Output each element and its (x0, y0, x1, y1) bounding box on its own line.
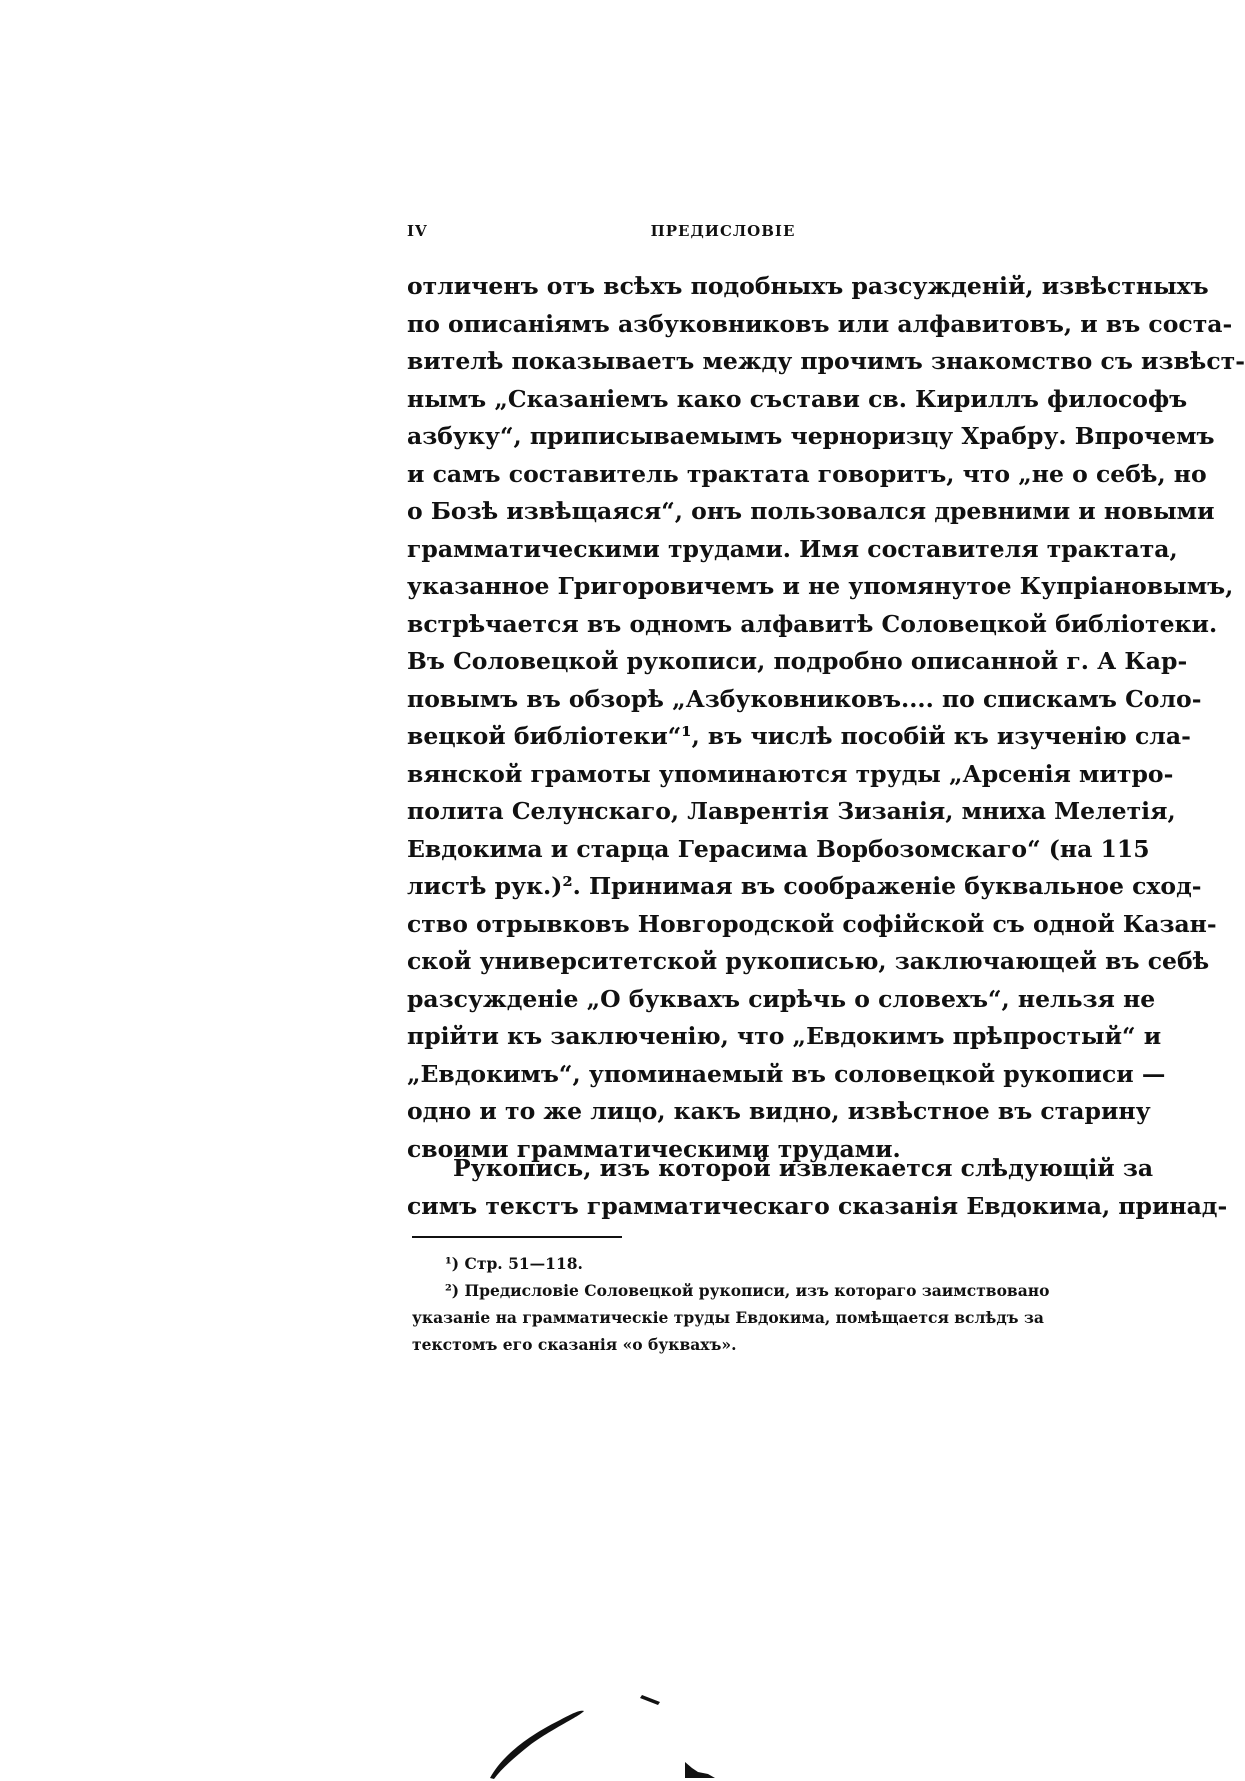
text-line: прійти къ заключенію, что „Евдокимъ прѣпростый“ и (407, 1022, 1162, 1050)
text-line: и самъ составитель трактата говоритъ, что „не о себѣ, но (407, 459, 1207, 488)
ink-blot-mark (685, 1762, 715, 1778)
scan-marks (480, 1690, 740, 1781)
ink-tick-mark (640, 1695, 660, 1705)
text-line: отличенъ отъ всѣхъ подобныхъ разсужденій, извѣстныхъ (407, 272, 1209, 300)
running-head (407, 222, 1035, 246)
footnote-2: ²) Предисловіе Соловецкой рукописи, изъ котораго заимствовано (445, 1281, 1050, 1300)
footnotes (412, 1250, 1050, 1358)
text-line: о Бозѣ извѣщаяся“, онъ пользовался древними и новыми (407, 497, 1215, 525)
ink-stroke-mark (490, 1711, 584, 1779)
text-line: ство отрывковъ Новгородской софійской съ одной Казан- (407, 909, 1217, 938)
text-line: вителѣ показываетъ между прочимъ знакомство съ извѣст- (407, 347, 1245, 375)
footnote-1: ¹) Стр. 51—118. (445, 1254, 583, 1273)
footnote-2-continuation: указаніе на грамматическіе труды Евдокима, помѣщается вслѣдъ за (412, 1308, 1044, 1327)
text-line: „Евдокимъ“, упоминаемый въ соловецкой рукописи — (407, 1059, 1166, 1088)
footnote-2-continuation: текстомъ его сказанія «о буквахъ». (412, 1335, 737, 1354)
running-title: ПРЕДИСЛОВІЕ (650, 222, 796, 240)
text-line: азбуку“, приписываемымъ черноризцу Храбру. Впрочемъ (407, 422, 1215, 450)
text-line: одно и то же лицо, какъ видно, извѣстное въ старину (407, 1097, 1151, 1125)
text-line: повымъ въ обзорѣ „Азбуковниковъ.... по спискамъ Соло- (407, 684, 1202, 713)
text-line: вецкой библіотеки“¹, въ числѣ пособій къ изученію сла- (407, 722, 1191, 750)
text-line: указанное Григоровичемъ и не упомянутое Купріановымъ, (407, 572, 1234, 600)
text-line: листѣ рук.)². Принимая въ соображеніе буквальное сход- (407, 872, 1202, 900)
text-line: вянской грамоты упоминаются труды „Арсенія митро- (407, 759, 1174, 788)
text-line: Рукопись, изъ которой извлекается слѣдующій за (453, 1154, 1154, 1182)
text-line: по описаніямъ азбуковниковъ или алфавитовъ, и въ соста- (407, 309, 1233, 338)
footnote-divider (412, 1236, 622, 1238)
text-line: встрѣчается въ одномъ алфавитѣ Соловецкой библіотеки. (407, 609, 1218, 638)
page-number: IV (407, 222, 428, 240)
text-line: разсужденіе „О буквахъ сирѣчь о словехъ“, нельзя не (407, 984, 1156, 1013)
text-line: грамматическими трудами. Имя составителя трактата, (407, 534, 1178, 563)
text-line: полита Селунскаго, Лаврентія Зизанія, мниха Мелетія, (407, 797, 1176, 825)
paragraph-2 (407, 1150, 1228, 1225)
text-line: Евдокима и старца Герасима Ворбозомскаго“ (на 115 (407, 834, 1150, 863)
text-line: нымъ „Сказаніемъ како състави св. Кириллъ философъ (407, 384, 1188, 413)
text-line: ской университетской рукописью, заключающей въ себѣ (407, 947, 1210, 975)
text-line: своими грамматическими трудами. (407, 1134, 901, 1163)
text-line: симъ текстъ грамматическаго сказанія Евдокима, принад- (407, 1191, 1228, 1220)
text-line: Въ Соловецкой рукописи, подробно описанной г. А Кар- (407, 647, 1188, 675)
